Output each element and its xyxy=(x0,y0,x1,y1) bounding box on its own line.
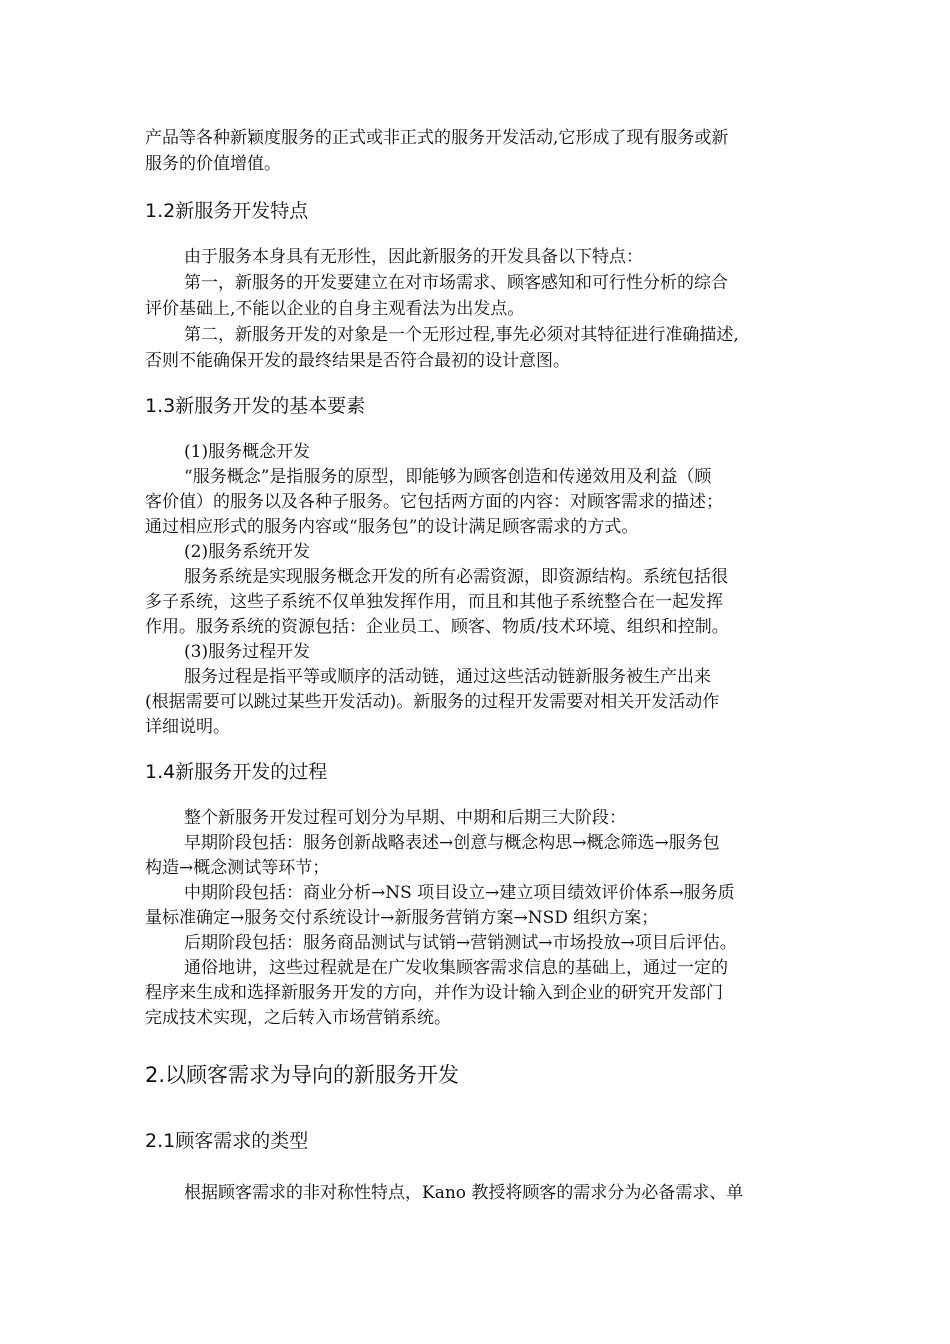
paragraph-line: 评价基础上,不能以企业的自身主观看法为出发点。 xyxy=(145,299,525,319)
paragraph-line: 早期阶段包括：服务创新战略表述→创意与概念构思→概念筛选→服务包 xyxy=(184,833,720,853)
paragraph-line: 由于服务本身具有无形性，因此新服务的开发具备以下特点： xyxy=(184,247,643,267)
paragraph-line: (2)服务系统开发 xyxy=(184,542,311,562)
paragraph-line: (1)服务概念开发 xyxy=(184,442,311,462)
chapter-heading-2: 2.以顾客需求为导向的新服务开发 xyxy=(145,1063,460,1087)
paragraph-line: 否则不能确保开发的最终结果是否符合最初的设计意图。 xyxy=(145,351,570,371)
paragraph-line: 根据顾客需求的非对称性特点，Kano 教授将顾客的需求分为必备需求、单 xyxy=(184,1183,744,1203)
paragraph-line: 详细说明。 xyxy=(145,717,230,737)
section-heading-1-2: 1.2新服务开发特点 xyxy=(145,200,309,222)
section-heading-2-1: 2.1顾客需求的类型 xyxy=(145,1130,309,1152)
paragraph-line: 服务系统是实现服务概念开发的所有必需资源，即资源结构。系统包括很 xyxy=(184,567,728,587)
paragraph-line: 通过相应形式的服务内容或“服务包”的设计满足顾客需求的方式。 xyxy=(145,517,639,537)
paragraph-line: “服务概念”是指服务的原型，即能够为顾客创造和传递效用及利益（顾 xyxy=(184,467,712,487)
paragraph-line: 量标准确定→服务交付系统设计→新服务营销方案→NSD 组织方案； xyxy=(145,908,659,928)
paragraph-line: (根据需要可以跳过某些开发活动)。新服务的过程开发需要对相关开发活动作 xyxy=(145,692,720,712)
paragraph-line: 第二，新服务开发的对象是一个无形过程,事先必须对其特征进行准确描述, xyxy=(184,325,739,345)
paragraph-line: 客价值）的服务以及各种子服务。它包括两方面的内容：对顾客需求的描述； xyxy=(145,492,723,512)
section-heading-1-3: 1.3新服务开发的基本要素 xyxy=(145,395,366,417)
paragraph-line: 完成技术实现，之后转入市场营销系统。 xyxy=(145,1008,451,1028)
paragraph-line: 构造→概念测试等环节； xyxy=(145,858,330,878)
section-heading-1-4: 1.4新服务开发的过程 xyxy=(145,761,328,783)
paragraph-line: (3)服务过程开发 xyxy=(184,642,311,662)
paragraph-line: 多子系统，这些子系统不仅单独发挥作用，而且和其他子系统整合在一起发挥 xyxy=(145,592,723,612)
paragraph-line: 作用。服务系统的资源包括：企业员工、顾客、物质/技术环境、组织和控制。 xyxy=(145,617,729,637)
paragraph-line: 后期阶段包括：服务商品测试与试销→营销测试→市场投放→项目后评估。 xyxy=(184,933,737,953)
paragraph-line: 服务的价值增值。 xyxy=(145,154,281,174)
paragraph-line: 程序来生成和选择新服务开发的方向，并作为设计输入到企业的研究开发部门 xyxy=(145,983,723,1003)
paragraph-line: 产品等各种新颖度服务的正式或非正式的服务开发活动,它形成了现有服务或新 xyxy=(145,128,729,148)
paragraph-line: 中期阶段包括：商业分析→NS 项目设立→建立项目绩效评价体系→服务质 xyxy=(184,883,735,903)
paragraph-line: 第一，新服务的开发要建立在对市场需求、顾客感知和可行性分析的综合 xyxy=(184,273,728,293)
paragraph-line: 整个新服务开发过程可划分为早期、中期和后期三大阶段： xyxy=(184,808,626,828)
paragraph-line: 通俗地讲，这些过程就是在广发收集顾客需求信息的基础上，通过一定的 xyxy=(184,958,728,978)
paragraph-line: 服务过程是指平等或顺序的活动链，通过这些活动链新服务被生产出来 xyxy=(184,667,711,687)
